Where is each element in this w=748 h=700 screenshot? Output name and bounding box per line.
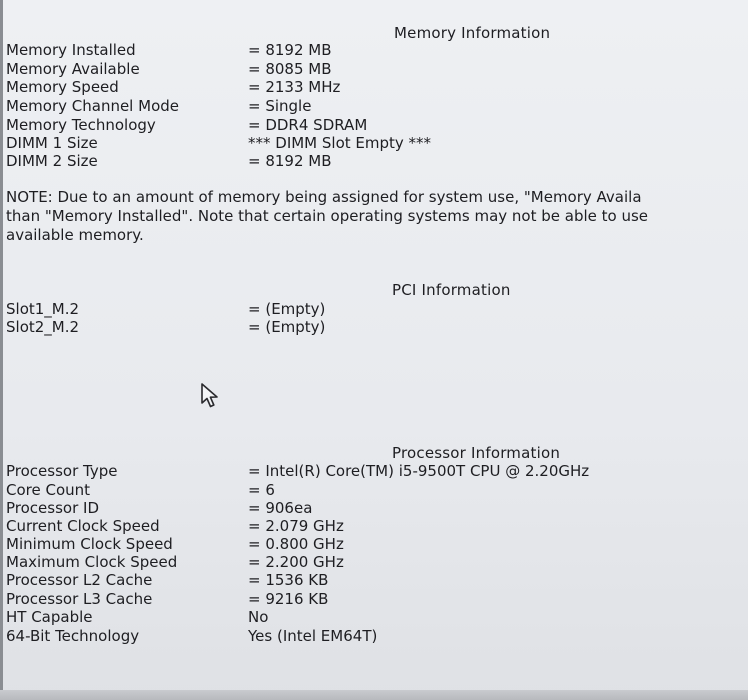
row-label: Minimum Clock Speed [6, 535, 173, 553]
row-value: = (Empty) [248, 318, 326, 336]
row-value: Yes (Intel EM64T) [248, 627, 378, 645]
memory-row [6, 41, 746, 59]
memory-note [6, 188, 748, 245]
row-value: = 8192 MB [248, 152, 332, 170]
panel-left-border [0, 0, 3, 700]
processor-row [6, 571, 746, 589]
row-value: = 2.200 GHz [248, 553, 344, 571]
row-value: = 0.800 GHz [248, 535, 344, 553]
row-label: Memory Channel Mode [6, 97, 179, 115]
processor-section-title: Processor Information [392, 444, 561, 462]
processor-row [6, 517, 746, 535]
memory-row [6, 60, 746, 78]
memory-row [6, 116, 746, 134]
row-label: Slot1_M.2 [6, 300, 80, 318]
panel-bottom-border [0, 690, 748, 700]
memory-row [6, 97, 746, 115]
row-label: Maximum Clock Speed [6, 553, 178, 571]
row-value: = Single [248, 97, 312, 115]
memory-row [6, 152, 746, 170]
processor-row [6, 481, 746, 499]
processor-row [6, 499, 746, 517]
processor-row [6, 590, 746, 608]
note-line: available memory. [6, 226, 144, 244]
row-label: Processor Type [6, 462, 118, 480]
row-label: DIMM 2 Size [6, 152, 98, 170]
note-line: NOTE: Due to an amount of memory being assigned for system use, "Memory Availa [6, 188, 642, 206]
row-value: = 6 [248, 481, 275, 499]
row-value: = 8192 MB [248, 41, 332, 59]
row-value: = 2.079 GHz [248, 517, 344, 535]
memory-section-title: Memory Information [394, 24, 551, 42]
processor-row [6, 627, 746, 645]
row-label: Memory Speed [6, 78, 119, 96]
row-label: Current Clock Speed [6, 517, 160, 535]
pci-row [6, 318, 746, 336]
processor-row [6, 608, 746, 626]
processor-row [6, 462, 746, 480]
row-value: = (Empty) [248, 300, 326, 318]
row-label: HT Capable [6, 608, 93, 626]
row-value: = Intel(R) Core(TM) i5-9500T CPU @ 2.20GHz [248, 462, 590, 480]
processor-row [6, 553, 746, 571]
mouse-pointer-icon [200, 383, 222, 409]
row-value: = 906ea [248, 499, 313, 517]
row-value: *** DIMM Slot Empty *** [248, 134, 432, 152]
row-label: Core Count [6, 481, 91, 499]
pci-section-title: PCI Information [392, 281, 511, 299]
row-label: Memory Installed [6, 41, 136, 59]
row-label: Memory Available [6, 60, 140, 78]
row-value: No [248, 608, 269, 626]
row-label: DIMM 1 Size [6, 134, 98, 152]
row-value: = 1536 KB [248, 571, 329, 589]
memory-row [6, 134, 746, 152]
memory-row [6, 78, 746, 96]
row-value: = 9216 KB [248, 590, 329, 608]
note-line: than "Memory Installed". Note that certain operating systems may not be able to use [6, 207, 649, 225]
processor-row [6, 535, 746, 553]
row-label: Processor L3 Cache [6, 590, 153, 608]
pci-row [6, 300, 746, 318]
row-label: Processor ID [6, 499, 99, 517]
row-value: = 2133 MHz [248, 78, 341, 96]
row-label: Slot2_M.2 [6, 318, 80, 336]
row-label: Memory Technology [6, 116, 156, 134]
row-value: = DDR4 SDRAM [248, 116, 368, 134]
row-label: 64-Bit Technology [6, 627, 140, 645]
row-value: = 8085 MB [248, 60, 332, 78]
row-label: Processor L2 Cache [6, 571, 153, 589]
